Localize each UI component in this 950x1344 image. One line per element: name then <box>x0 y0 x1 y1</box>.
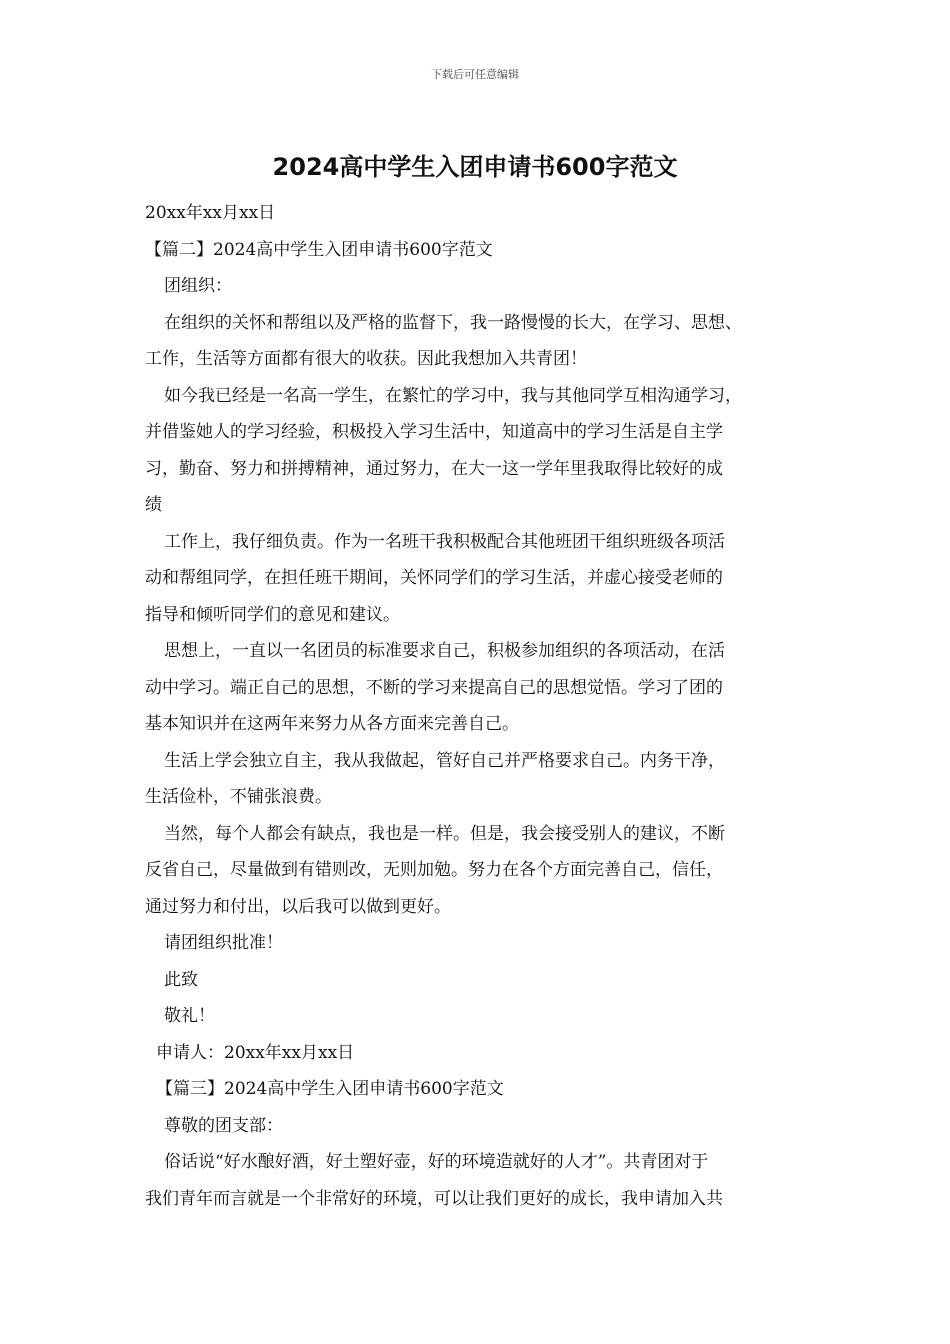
section-heading-2: 【篇二】2024高中学生入团申请书600字范文 <box>145 239 493 260</box>
paragraph-line: 动中学习。端正自己的思想，不断的学习来提高自己的思想觉悟。学习了团的 <box>145 677 723 698</box>
request-line: 请团组织批准！ <box>164 933 283 953</box>
paragraph-line: 俗话说“好水酿好酒，好土塑好壶，好的环境造就好的人才”。共青团对于 <box>164 1152 709 1172</box>
paragraph-line: 思想上，一直以一名团员的标准要求自己，积极参加组织的各项活动，在活 <box>164 641 725 661</box>
paragraph-line: 我们青年而言就是一个非常好的环境，可以让我们更好的成长，我申请加入共 <box>145 1188 723 1209</box>
paragraph-line: 当然，每个人都会有缺点，我也是一样。但是，我会接受别人的建议，不断 <box>164 823 725 844</box>
paragraph-line: 并借鉴她人的学习经验，积极投入学习生活中，知道高中的学习生活是自主学 <box>145 422 723 442</box>
closing-line-1: 此致 <box>164 969 198 990</box>
paragraph-6 <box>145 816 825 926</box>
paragraph-line: 生活上学会独立自主，我从我做起，管好自己并严格要求自己。内务干净， <box>164 750 725 771</box>
applicant-line: 申请人：20xx年xx月xx日 <box>156 1042 355 1063</box>
salutation-3: 尊敬的团支部： <box>164 1115 283 1136</box>
paragraph-line: 指导和倾听同学们的意见和建议。 <box>145 604 400 625</box>
paragraph-4 <box>145 633 825 743</box>
paragraph-3 <box>145 524 825 634</box>
paragraph-line: 在组织的关怀和帮组以及严格的监督下，我一路慢慢的长大，在学习、思想、 <box>164 312 742 333</box>
paragraph-line: 生活俭朴，不铺张浪费。 <box>145 787 332 807</box>
paragraph-5 <box>145 743 825 816</box>
paragraph-line: 反省自己，尽量做到有错则改，无则加勉。努力在各个方面完善自己，信任， <box>145 860 723 880</box>
paragraph-line: 基本知识并在这两年来努力从各方面来完善自己。 <box>145 714 519 734</box>
salutation: 团组织： <box>164 276 232 296</box>
date-line: 20xx年xx月xx日 <box>145 203 276 223</box>
download-note: 下载后可任意编辑 <box>431 68 519 81</box>
paragraph-1 <box>145 305 825 378</box>
paragraph-7 <box>145 1144 825 1217</box>
paragraph-line: 绩 <box>145 495 162 515</box>
paragraph-line: 通过努力和付出，以后我可以做到更好。 <box>145 896 451 917</box>
paragraph-line: 工作上，我仔细负责。作为一名班干我积极配合其他班团干组织班级各项活 <box>164 531 725 552</box>
section-heading-3: 【篇三】2024高中学生入团申请书600字范文 <box>156 1079 504 1099</box>
document-body <box>145 195 825 1217</box>
paragraph-line: 工作，生活等方面都有很大的收获。因此我想加入共青团！ <box>145 349 587 369</box>
paragraph-line: 动和帮组同学，在担任班干期间，关怀同学们的学习生活，并虚心接受老师的 <box>145 568 723 588</box>
document-title: 2024高中学生入团申请书600字范文 <box>272 153 678 181</box>
paragraph-2 <box>145 378 825 524</box>
paragraph-line: 如今我已经是一名高一学生，在繁忙的学习中，我与其他同学互相沟通学习， <box>164 385 742 406</box>
paragraph-line: 习，勤奋、努力和拼搏精神，通过努力，在大一这一学年里我取得比较好的成 <box>145 458 723 479</box>
closing-line-2: 敬礼！ <box>164 1006 215 1026</box>
